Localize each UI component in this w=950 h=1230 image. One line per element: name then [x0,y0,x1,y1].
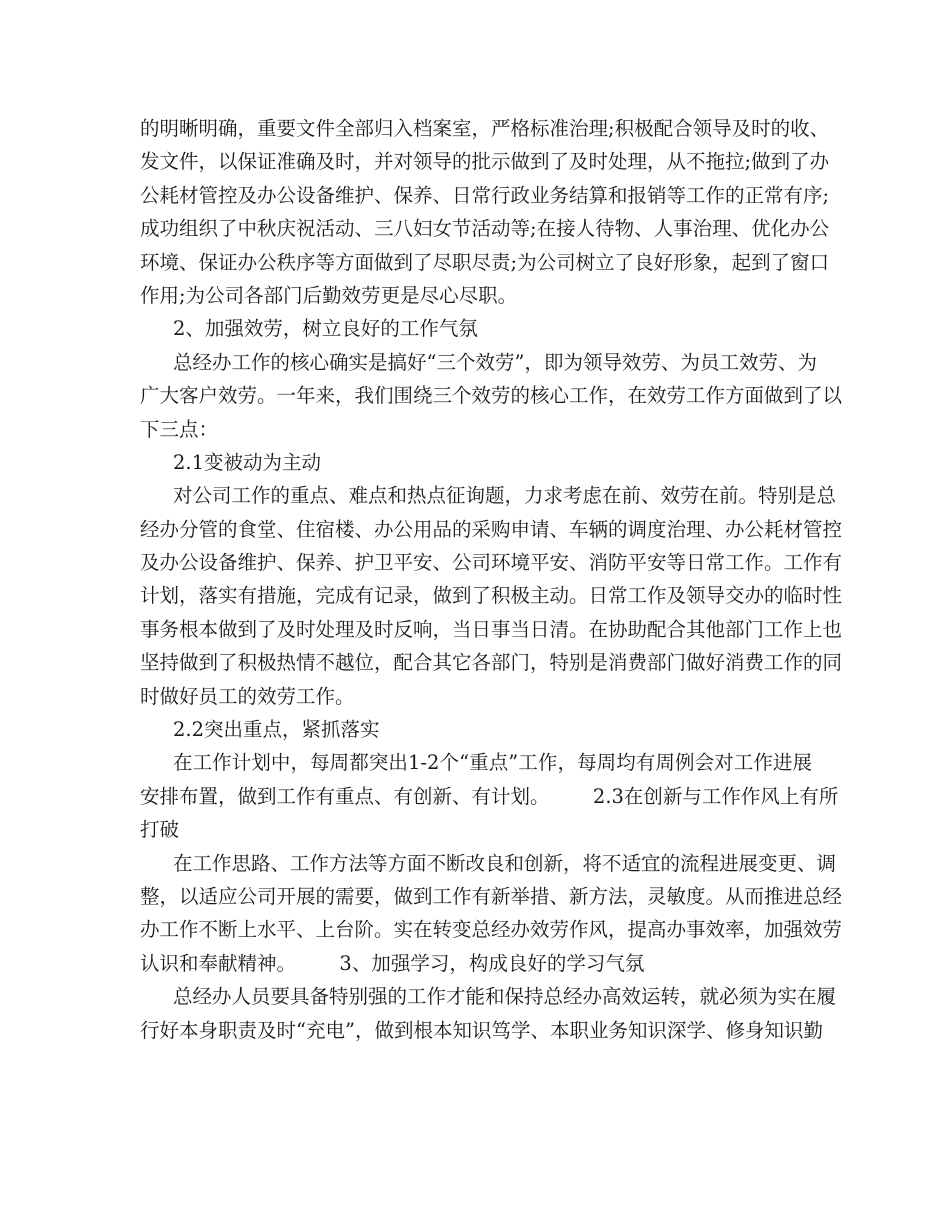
text-line: 作用;为公司各部门后勤效劳更是尽心尽职。 [140,283,518,307]
text-line: 总经办人员要具备特别强的工作才能和保持总经办高效运转，就必须为实在履 [173,985,837,1009]
section-heading: 3、加强学习，构成良好的学习气氛 [339,951,645,975]
text-line: 广大客户效劳。一年来，我们围绕三个效劳的核心工作，在效劳工作方面做到了以 [140,384,843,408]
text-line: 经办分管的食堂、住宿楼、办公用品的采购申请、车辆的调度治理、办公耗材管控 [140,517,843,541]
text-segment: 安排布置，做到工作有重点、有创新、有计划。 [140,784,550,808]
inline-gap [296,952,339,975]
text-segment: 认识和奉献精神。 [140,951,297,975]
subsection-heading: 2.1变被动为主动 [173,450,322,474]
text-line: 行好本身职责及时“充电”，做到根本知识笃学、本职业务知识深学、修身知识勤 [140,1018,823,1042]
text-line: 成功组织了中秋庆祝活动、三八妇女节活动等;在接人待物、人事治理、优化办公 [140,217,830,241]
text-line [140,947,812,980]
text-line: 下三点： [140,417,219,441]
text-line: 公耗材管控及办公设备维护、保养、日常行政业务结算和报销等工作的正常有序; [140,183,830,207]
text-line: 整，以适应公司开展的需要，做到工作有新举措、新方法，灵敏度。从而推进总经 [140,884,843,908]
text-line: 坚持做到了积极热情不越位，配合其它各部门，特别是消费部门做好消费工作的同 [140,651,843,675]
section-heading: 2、加强效劳，树立良好的工作气氛 [173,317,478,341]
text-line: 办工作不断上水平、上台阶。实在转变总经办效劳作风，提高办事效率，加强效劳 [140,918,843,942]
text-line: 的明晰明确，重要文件全部归入档案室，严格标准治理;积极配合领导及时的收、 [140,117,830,140]
text-line: 环境、保证办公秩序等方面做到了尽职尽责;为公司树立了良好形象，起到了窗口 [140,250,830,274]
text-line: 对公司工作的重点、难点和热点征询题，力求考虑在前、效劳在前。特别是总 [173,484,837,508]
subsection-heading: 2.2突出重点，紧抓落实 [173,718,380,742]
text-line: 打破 [140,818,180,842]
subsection-heading: 2.3在创新与工作作风上有所 [592,784,839,808]
text-line [140,780,839,813]
text-line: 事务根本做到了及时处理及时反响，当日事当日清。在协助配合其他部门工作上也 [140,617,843,641]
text-line: 计划，落实有措施，完成有记录，做到了积极主动。日常工作及领导交办的临时性 [140,584,843,608]
text-line: 发文件，以保证准确及时，并对领导的批示做到了及时处理，从不拖拉;做到了办 [140,150,830,174]
text-line: 及办公设备维护、保养、护卫平安、公司环境平安、消防平安等日常工作。工作有 [140,551,843,575]
text-line: 在工作计划中，每周都突出1-2个“重点”工作，每周均有周例会对工作进展 [173,751,812,775]
text-line: 时做好员工的效劳工作。 [140,684,355,708]
text-line: 总经办工作的核心确实是搞好“三个效劳”，即为领导效劳、为员工效劳、为 [173,350,817,374]
text-line: 在工作思路、工作方法等方面不断改良和创新，将不适宜的流程进展变更、调 [173,851,837,875]
document-body [140,112,843,1047]
inline-gap [550,785,593,808]
